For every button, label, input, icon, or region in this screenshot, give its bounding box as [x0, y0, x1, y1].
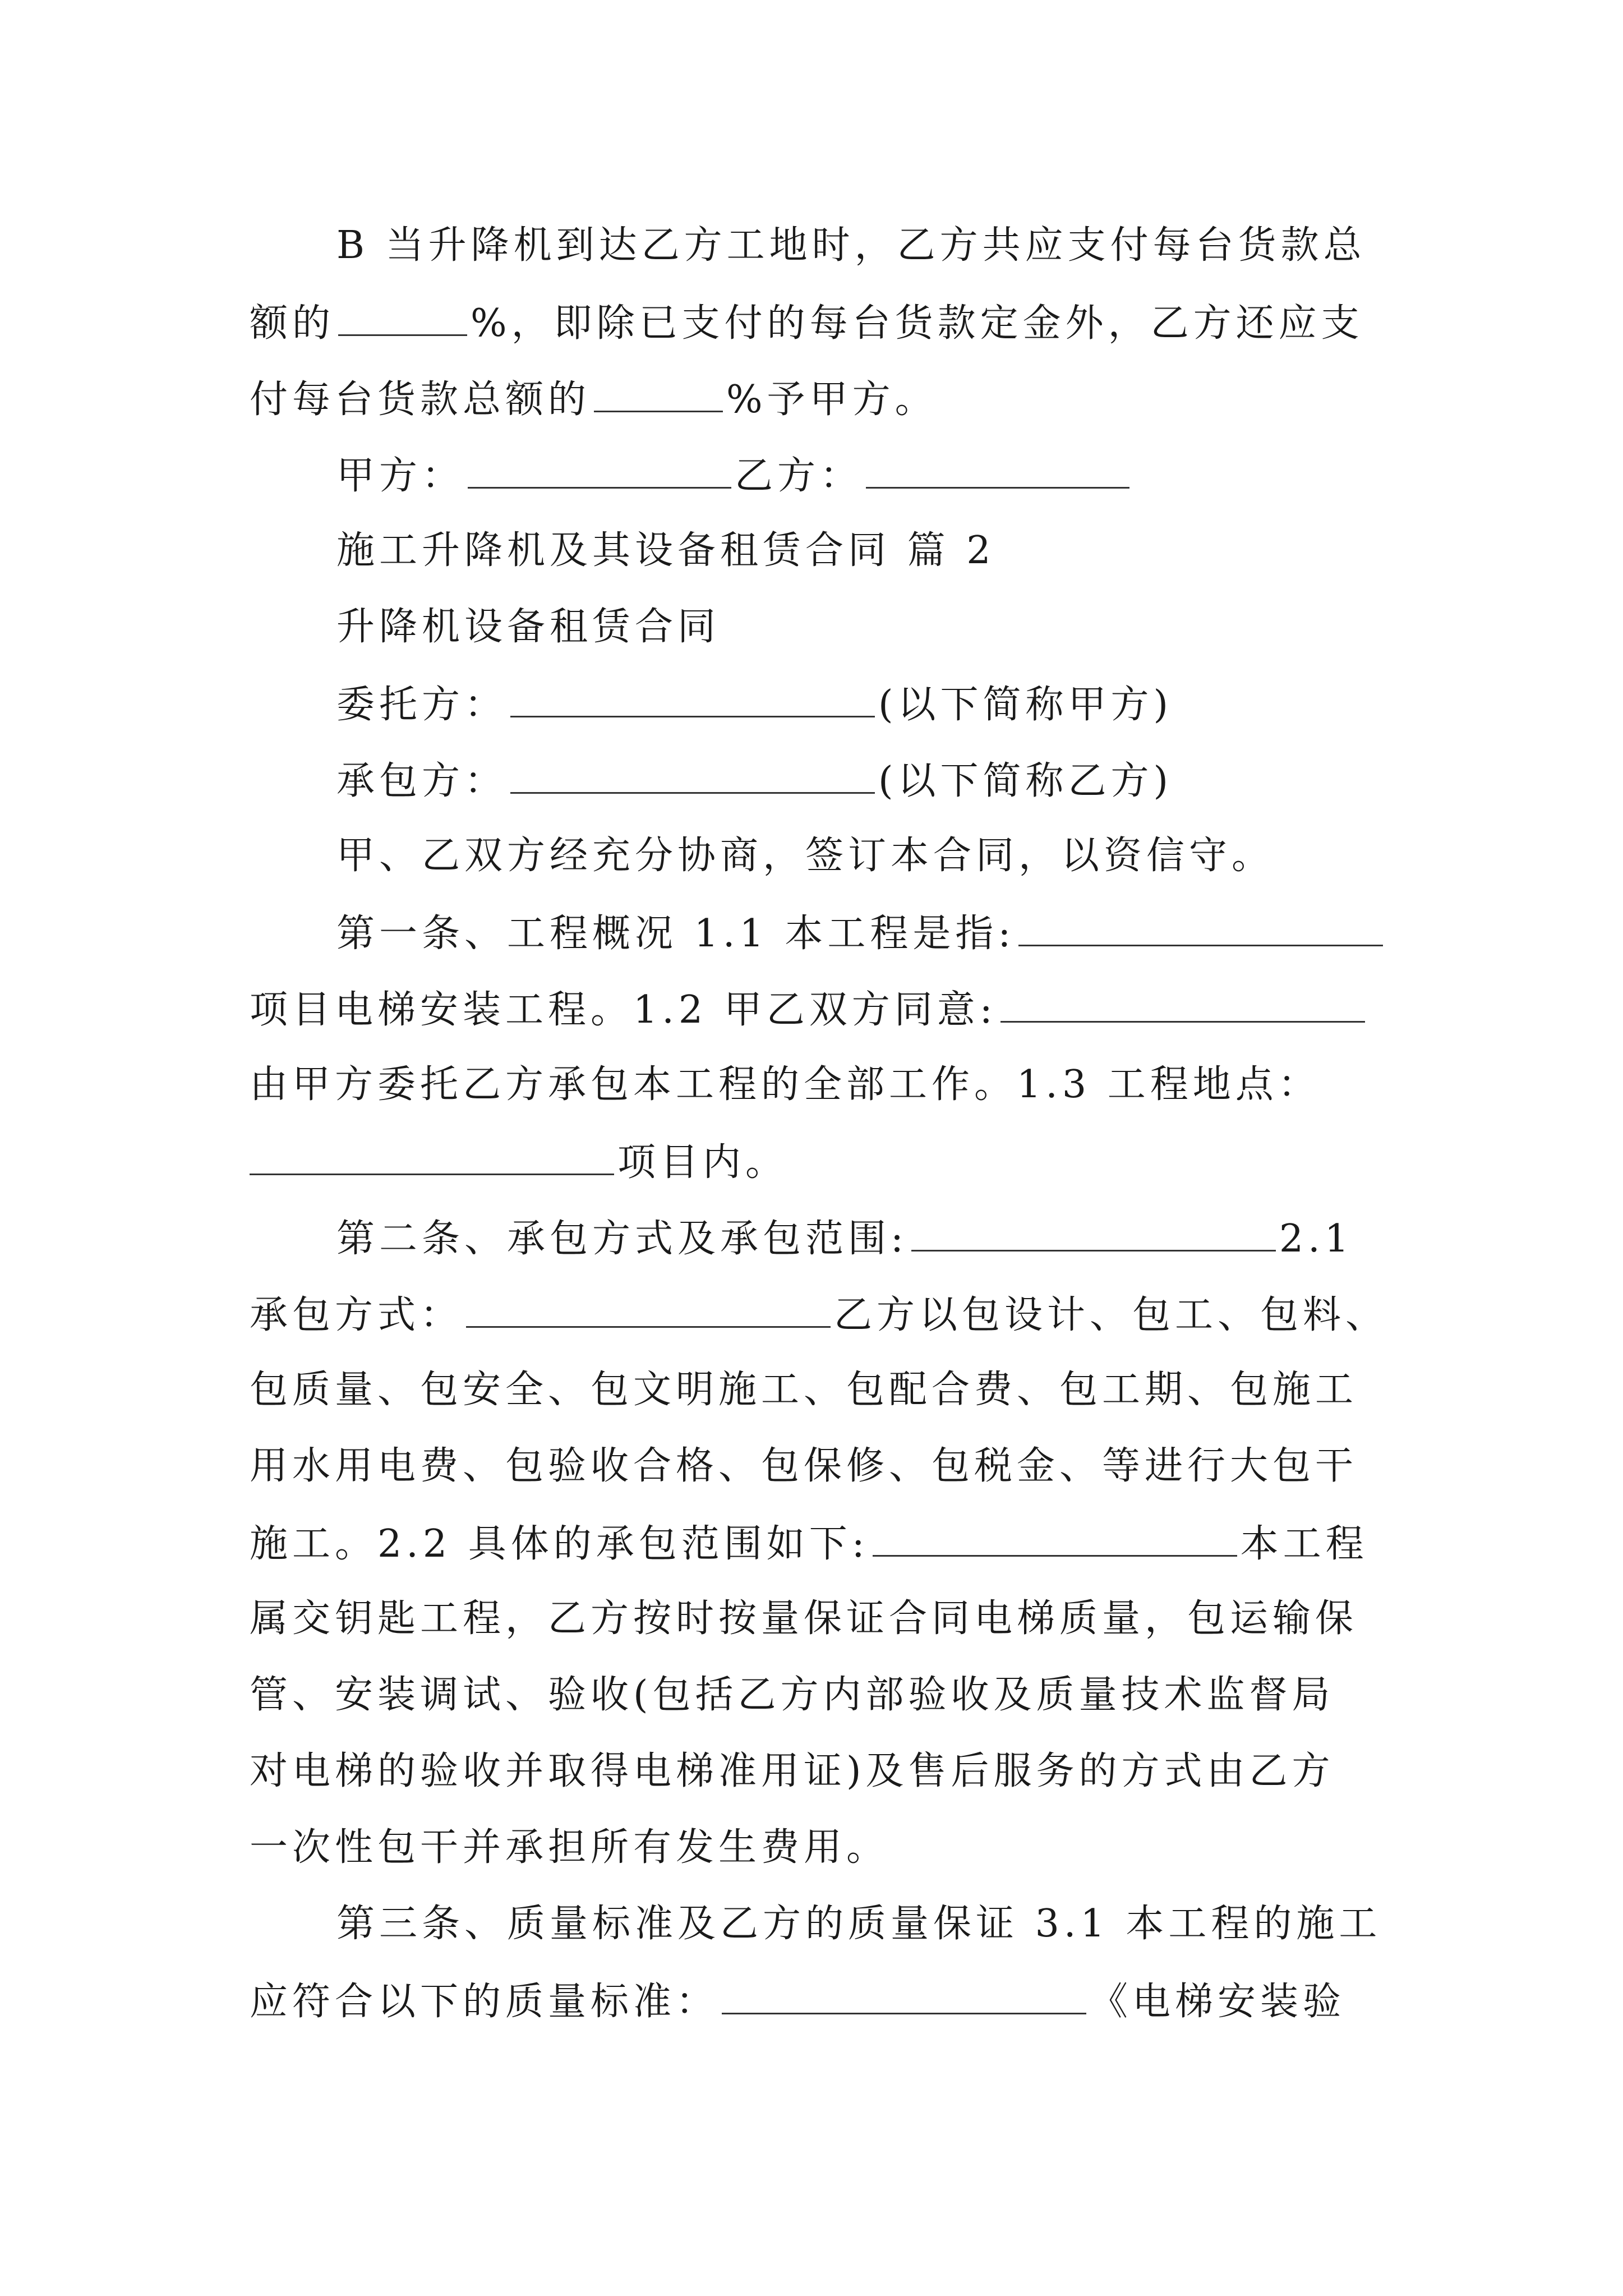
text-line — [250, 1444, 1358, 1488]
signature-line — [336, 454, 1133, 498]
text-line — [250, 1749, 1335, 1793]
text: 额的 — [250, 301, 335, 346]
blank-field[interactable] — [594, 379, 723, 412]
text: 乙方以包设计、包工、包料、 — [834, 1293, 1389, 1337]
text-line — [336, 912, 1386, 956]
text: 由甲方委托乙方承包本工程的全部工作。1.3 工程地点： — [250, 1062, 1321, 1107]
text: 第一条、工程概况 1.1 本工程是指: — [336, 912, 1016, 956]
text: (以下简称甲方) — [878, 683, 1173, 727]
text: 承包方： — [336, 759, 508, 803]
blank-field[interactable] — [1000, 990, 1365, 1023]
text: 用水用电费、包验收合格、包保修、包税金、等进行大包干 — [250, 1444, 1358, 1488]
text: 升降机设备租赁合同 — [336, 605, 721, 649]
text-line — [250, 301, 1364, 346]
text-line — [250, 1368, 1358, 1412]
text: 应符合以下的质量标准： — [250, 1980, 719, 2024]
text: 2.1 — [1279, 1217, 1354, 1261]
text: 施工。2.2 具体的承包范围如下: — [250, 1522, 869, 1566]
text-line — [250, 378, 938, 422]
text: (以下简称乙方) — [878, 759, 1173, 803]
blank-field[interactable] — [911, 1218, 1276, 1251]
blank-field[interactable] — [722, 1981, 1086, 2014]
text: B 当升降机到达乙方工地时，乙方共应支付每台货款总 — [336, 223, 1366, 268]
blank-field[interactable] — [1018, 913, 1383, 946]
section-heading — [336, 528, 995, 573]
text-line — [250, 1980, 1346, 2024]
text-line — [250, 1596, 1358, 1641]
text-line — [250, 1295, 1388, 1335]
text-line — [250, 1140, 789, 1185]
blank-field[interactable] — [250, 1142, 614, 1175]
text: 甲方： — [336, 454, 465, 498]
text: 《电梯安装验 — [1090, 1980, 1346, 2024]
text-line — [250, 1522, 1368, 1566]
text: 属交钥匙工程，乙方按时按量保证合同电梯质量，包运输保 — [250, 1596, 1358, 1641]
text: 项目内。 — [617, 1140, 789, 1185]
text: 一次性包干并承担所有发生费用。 — [250, 1825, 889, 1870]
text: 甲、乙双方经充分协商，签订本合同，以资信守。 — [336, 834, 1275, 878]
blank-field[interactable] — [466, 1295, 831, 1328]
blank-field-party-b[interactable] — [866, 455, 1129, 489]
text: 付每台货款总额的 — [250, 378, 591, 422]
text: 委托方： — [336, 683, 508, 727]
blank-field-party-a[interactable] — [468, 455, 731, 489]
blank-field[interactable] — [873, 1524, 1237, 1557]
text: %予甲方。 — [726, 378, 938, 422]
text: 管、安装调试、验收(包括乙方内部验收及质量技术监督局 — [250, 1673, 1335, 1717]
blank-field[interactable] — [338, 303, 467, 336]
text-line — [250, 1825, 889, 1870]
text: 包质量、包安全、包文明施工、包配合费、包工期、包施工 — [250, 1368, 1358, 1412]
text-line — [250, 1673, 1335, 1717]
text-line — [336, 834, 1275, 878]
text: 第二条、承包方式及承包范围: — [336, 1217, 908, 1261]
text-line — [336, 223, 1366, 268]
text: 第三条、质量标准及乙方的质量保证 3.1 本工程的施工 — [336, 1902, 1382, 1946]
text: %，即除已支付的每台货款定金外，乙方还应支 — [471, 301, 1364, 346]
text-line — [336, 683, 1173, 727]
text-line — [250, 988, 1368, 1032]
blank-field-client[interactable] — [510, 684, 875, 717]
text: 对电梯的验收并取得电梯准用证)及售后服务的方式由乙方 — [250, 1749, 1335, 1793]
blank-field-contractor[interactable] — [510, 761, 875, 794]
text: 承包方式： — [250, 1293, 463, 1337]
text-line — [336, 759, 1173, 803]
text: 本工程 — [1240, 1522, 1368, 1566]
document-title — [336, 605, 721, 649]
text-line — [336, 1902, 1382, 1946]
text: 施工升降机及其设备租赁合同 篇 2 — [336, 528, 995, 573]
text: 乙方： — [735, 454, 863, 498]
text-line — [250, 1062, 1321, 1107]
text: 项目电梯安装工程。1.2 甲乙双方同意: — [250, 988, 997, 1032]
text-line — [336, 1217, 1354, 1261]
